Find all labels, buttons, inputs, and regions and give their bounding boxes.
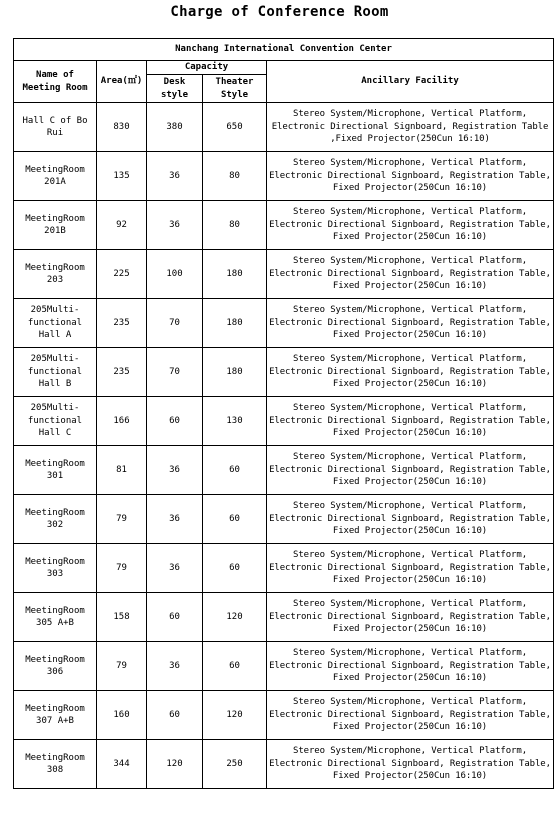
page-title: Charge of Conference Room: [170, 4, 389, 20]
table-row: [14, 544, 554, 593]
room-area: 79: [97, 642, 147, 691]
room-desk-capacity: 36: [147, 642, 203, 691]
room-area: 135: [97, 152, 147, 201]
venue-name: Nanchang International Convention Center: [14, 39, 554, 61]
room-area: 160: [97, 691, 147, 740]
room-name: MeetingRoom 302: [14, 495, 97, 544]
room-theater-capacity: 80: [203, 152, 267, 201]
room-desk-capacity: 36: [147, 544, 203, 593]
room-area: 235: [97, 348, 147, 397]
table-body: [14, 103, 554, 789]
table-row: [14, 593, 554, 642]
room-name: MeetingRoom 306: [14, 642, 97, 691]
room-theater-capacity: 130: [203, 397, 267, 446]
room-name: MeetingRoom 201A: [14, 152, 97, 201]
room-theater-capacity: 650: [203, 103, 267, 152]
room-theater-capacity: 120: [203, 593, 267, 642]
room-facility: Stereo System/Microphone, Vertical Platform, Electronic Directional Signboard, Registration Table, Fixed Projector(250Cun 16:10): [267, 642, 554, 691]
header-facility: Ancillary Facility: [267, 61, 554, 103]
room-theater-capacity: 120: [203, 691, 267, 740]
room-name: 205Multi-functional Hall A: [14, 299, 97, 348]
room-theater-capacity: 60: [203, 544, 267, 593]
table-row: [14, 397, 554, 446]
room-facility: Stereo System/Microphone, Vertical Platform, Electronic Directional Signboard, Registration Table, Fixed Projector(250Cun 16:10): [267, 446, 554, 495]
room-facility: Stereo System/Microphone, Vertical Platform, Electronic Directional Signboard, Registration Table, Fixed Projector(250Cun 16:10): [267, 348, 554, 397]
room-theater-capacity: 180: [203, 299, 267, 348]
room-area: 344: [97, 740, 147, 789]
table-header: [14, 39, 554, 103]
room-desk-capacity: 60: [147, 691, 203, 740]
room-desk-capacity: 36: [147, 495, 203, 544]
room-name: MeetingRoom 305 A+B: [14, 593, 97, 642]
room-area: 79: [97, 544, 147, 593]
room-theater-capacity: 60: [203, 642, 267, 691]
conference-room-table: [13, 38, 554, 789]
table-row: [14, 152, 554, 201]
room-name: Hall C of Bo Rui: [14, 103, 97, 152]
room-facility: Stereo System/Microphone, Vertical Platform, Electronic Directional Signboard, Registration Table, Fixed Projector(250Cun 16:10): [267, 299, 554, 348]
header-area: Area(㎡): [97, 61, 147, 103]
header-theater: Theater Style: [203, 75, 267, 103]
table-row: [14, 642, 554, 691]
header-row: [14, 61, 554, 75]
room-name: 205Multi-functional Hall C: [14, 397, 97, 446]
room-facility: Stereo System/Microphone, Vertical Platform, Electronic Directional Signboard, Registration Table, Fixed Projector(250Cun 16:10): [267, 495, 554, 544]
table-row: [14, 691, 554, 740]
room-facility: Stereo System/Microphone, Vertical Platform, Electronic Directional Signboard, Registration Table, Fixed Projector(250Cun 16:10): [267, 544, 554, 593]
room-facility: Stereo System/Microphone, Vertical Platform, Electronic Directional Signboard, Registration Table, Fixed Projector(250Cun 16:10): [267, 201, 554, 250]
room-facility: Stereo System/Microphone, Vertical Platform, Electronic Directional Signboard, Registration Table, Fixed Projector(250Cun 16:10): [267, 250, 554, 299]
room-desk-capacity: 60: [147, 593, 203, 642]
room-name: MeetingRoom 303: [14, 544, 97, 593]
room-area: 158: [97, 593, 147, 642]
room-theater-capacity: 60: [203, 446, 267, 495]
room-name: 205Multi-functional Hall B: [14, 348, 97, 397]
room-theater-capacity: 60: [203, 495, 267, 544]
room-desk-capacity: 70: [147, 348, 203, 397]
room-name: MeetingRoom 308: [14, 740, 97, 789]
table-row: [14, 103, 554, 152]
header-capacity: Capacity: [147, 61, 267, 75]
room-theater-capacity: 80: [203, 201, 267, 250]
room-desk-capacity: 36: [147, 152, 203, 201]
table-row: [14, 740, 554, 789]
room-desk-capacity: 36: [147, 201, 203, 250]
room-area: 81: [97, 446, 147, 495]
room-facility: Stereo System/Microphone, Vertical Platform, Electronic Directional Signboard, Registration Table, Fixed Projector(250Cun 16:10): [267, 152, 554, 201]
room-desk-capacity: 60: [147, 397, 203, 446]
room-name: MeetingRoom 307 A+B: [14, 691, 97, 740]
room-facility: Stereo System/Microphone, Vertical Platform, Electronic Directional Signboard, Registration Table, Fixed Projector(250Cun 16:10): [267, 397, 554, 446]
venue-row: [14, 39, 554, 61]
table-row: [14, 446, 554, 495]
room-facility: Stereo System/Microphone, Vertical Platform, Electronic Directional Signboard, Registration Table, Fixed Projector(250Cun 16:10): [267, 691, 554, 740]
room-area: 235: [97, 299, 147, 348]
room-theater-capacity: 180: [203, 250, 267, 299]
room-facility: Stereo System/Microphone, Vertical Platform, Electronic Directional Signboard, Registration Table, Fixed Projector(250Cun 16:10): [267, 740, 554, 789]
room-area: 79: [97, 495, 147, 544]
room-desk-capacity: 100: [147, 250, 203, 299]
room-name: MeetingRoom 201B: [14, 201, 97, 250]
room-desk-capacity: 380: [147, 103, 203, 152]
header-name: Name of Meeting Room: [14, 61, 97, 103]
room-area: 830: [97, 103, 147, 152]
room-theater-capacity: 250: [203, 740, 267, 789]
room-facility: Stereo System/Microphone, Vertical Platform, Electronic Directional Signboard, Registration Table, Fixed Projector(250Cun 16:10): [267, 593, 554, 642]
table-row: [14, 299, 554, 348]
room-desk-capacity: 120: [147, 740, 203, 789]
table-row: [14, 348, 554, 397]
header-desk: Desk style: [147, 75, 203, 103]
room-theater-capacity: 180: [203, 348, 267, 397]
room-area: 92: [97, 201, 147, 250]
room-facility: Stereo System/Microphone, Vertical Platform, Electronic Directional Signboard, Registration Table ,Fixed Projector(250Cun 16:10): [267, 103, 554, 152]
table-row: [14, 495, 554, 544]
room-desk-capacity: 36: [147, 446, 203, 495]
room-area: 225: [97, 250, 147, 299]
table-row: [14, 250, 554, 299]
room-area: 166: [97, 397, 147, 446]
room-name: MeetingRoom 301: [14, 446, 97, 495]
room-name: MeetingRoom 203: [14, 250, 97, 299]
table-row: [14, 201, 554, 250]
room-desk-capacity: 70: [147, 299, 203, 348]
